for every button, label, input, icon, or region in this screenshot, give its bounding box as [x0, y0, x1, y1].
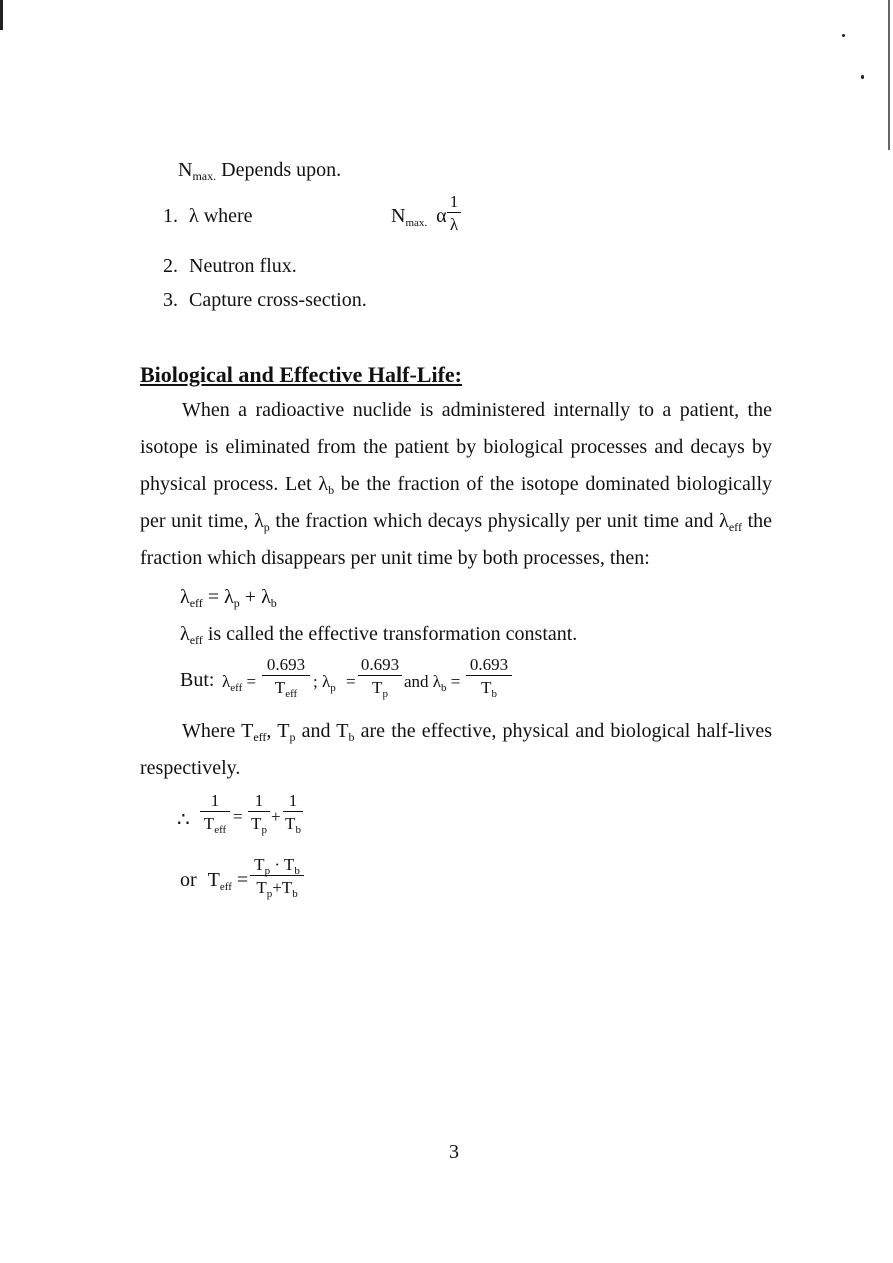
list-number: 3. [163, 289, 178, 311]
scan-dot [861, 75, 864, 79]
fraction-denominator [466, 678, 512, 700]
para-text: the fraction which disappears per unit time by both processes, then: [140, 510, 773, 569]
nmax-symbol: N [178, 159, 193, 181]
para-text: be the fraction of the isotope dominated biologically per unit time, [140, 473, 773, 532]
scan-dot [842, 34, 845, 37]
fraction-denominator [250, 878, 304, 900]
lambda-b-sub: b [328, 483, 335, 497]
equals: = [246, 672, 257, 691]
subscript: p [264, 865, 271, 877]
dot: · [270, 855, 284, 874]
paragraph-intro [140, 392, 772, 577]
fraction-numerator: 0.693 [360, 655, 400, 674]
t-symbol: T [254, 855, 265, 874]
subscript: b [441, 682, 447, 694]
subscript: eff [230, 682, 243, 694]
fraction-1-tp [248, 791, 270, 836]
fraction-numerator: 1 [288, 791, 298, 810]
t-symbol: T [207, 869, 220, 891]
subscript: b [295, 824, 301, 836]
fraction-teff-formula [250, 855, 304, 900]
list-text: Capture cross-section. [189, 289, 367, 311]
fraction-numerator: 0.693 [266, 655, 306, 674]
para-text: When a radioactive nuclide is administered internally to a patient, the isotope is eliminated from the patient by biological processes and decays by physical process. Let [140, 399, 772, 495]
lambda: λ [222, 672, 231, 691]
fraction-1-tb [283, 791, 303, 836]
t-symbol: T [277, 720, 290, 742]
lambda: λ [180, 586, 190, 608]
fraction-denominator [248, 814, 270, 836]
subscript: eff [189, 596, 203, 610]
lambda-eff-lhs [222, 672, 256, 692]
statement-text: is called the effective transformation constant. [202, 623, 578, 645]
fraction-bar [447, 212, 461, 213]
subscript: b [294, 865, 300, 877]
lambda-b-lhs [404, 672, 460, 692]
section-heading: Biological and Effective Half-Life: [140, 362, 462, 387]
but-label: But: [180, 669, 215, 691]
and-word: and [404, 672, 429, 691]
lambda: λ [321, 672, 331, 691]
fraction-bar [358, 675, 402, 676]
plus: + [272, 878, 282, 897]
fraction-0693-tp [358, 655, 402, 700]
t-symbol: T [336, 720, 349, 742]
equals: = [202, 586, 225, 608]
semicolon: ; [313, 672, 318, 691]
nmax-relation [391, 205, 447, 229]
fraction-numerator [250, 855, 304, 877]
subscript: p [261, 824, 267, 836]
fraction-denominator [200, 814, 230, 836]
scan-edge-mark-right [888, 0, 890, 150]
fraction-0693-tb [466, 655, 512, 700]
list-number: 2. [163, 255, 178, 277]
page-number: 3 [449, 1141, 459, 1163]
subscript: eff [189, 633, 203, 647]
subscript: b [292, 888, 298, 900]
fraction-numerator: 1 [210, 791, 220, 810]
lambda-b: λ [318, 473, 329, 495]
nmax-symbol: N [391, 205, 406, 227]
fraction-denominator: λ [449, 215, 459, 234]
nmax-sub: max. [192, 169, 217, 183]
or-equation-lhs [180, 869, 249, 893]
para-text: are the effective, physical and biological half-lives respectively. [140, 720, 773, 779]
plus: + [271, 807, 281, 826]
subscript: b [348, 730, 355, 744]
lambda-p: λ [254, 510, 264, 532]
lambda: λ [432, 672, 442, 691]
equals: = [345, 672, 356, 691]
t-symbol: T [285, 814, 296, 833]
para-text: and [295, 720, 337, 742]
therefore-symbol: ∴ [177, 809, 190, 831]
subscript: p [382, 688, 388, 700]
fraction-numerator: 1 [449, 192, 459, 211]
para-text: Where [182, 720, 242, 742]
fraction-numerator: 0.693 [469, 655, 509, 674]
list-number: 1. [163, 205, 178, 227]
nmax-intro-text: Depends upon. [221, 159, 342, 181]
t-symbol: T [256, 878, 267, 897]
t-symbol: T [481, 678, 492, 697]
subscript: eff [253, 730, 267, 744]
subscript: p [266, 888, 273, 900]
fraction-denominator [262, 678, 310, 700]
lambda: λ [180, 623, 190, 645]
lambda-eff: λ [719, 510, 729, 532]
t-symbol: T [372, 678, 383, 697]
subscript: b [270, 596, 277, 610]
fraction-bar [283, 811, 303, 812]
equals: = [450, 672, 461, 691]
fraction-numerator: 1 [254, 791, 264, 810]
equation-lambda-eff-sum [180, 586, 277, 610]
nmax-intro [178, 159, 342, 183]
t-symbol: T [283, 855, 295, 874]
plus: + [239, 586, 262, 608]
fraction-0693-teff [262, 655, 310, 700]
fraction-1-teff [200, 791, 230, 836]
lambda: λ [224, 586, 234, 608]
nmax-fraction [447, 193, 461, 233]
list-item [163, 206, 253, 226]
list-item [163, 290, 367, 310]
effective-constant-statement [180, 623, 578, 647]
nmax-sub: max. [405, 217, 428, 229]
para-text: the fraction which decays physically per unit time and [269, 510, 720, 532]
proportional-symbol: α [436, 205, 447, 227]
paragraph-where [140, 713, 772, 787]
scan-edge-mark-left [0, 0, 3, 30]
fraction-bar [248, 811, 270, 812]
t-symbol: T [241, 720, 254, 742]
lambda-p-sub: p [263, 520, 270, 534]
lambda-p-lhs [313, 672, 356, 692]
fraction-denominator [358, 678, 402, 700]
t-symbol: T [281, 878, 293, 897]
subscript: eff [219, 881, 232, 893]
or-word: or [180, 869, 197, 891]
subscript: p [289, 730, 296, 744]
t-symbol: T [203, 814, 215, 833]
subscript: p [330, 682, 336, 694]
subscript: b [491, 688, 497, 700]
fraction-denominator [283, 814, 303, 836]
fraction-bar [262, 675, 310, 676]
lambda-eff-sub: eff [728, 520, 742, 534]
subscript: p [233, 596, 240, 610]
t-symbol: T [274, 678, 286, 697]
subscript: eff [285, 688, 298, 700]
lambda: λ [261, 586, 271, 608]
equals: = [233, 807, 243, 826]
fraction-bar [200, 811, 230, 812]
para-text: , [266, 720, 278, 742]
list-text: Neutron flux. [189, 255, 297, 277]
list-text: λ where [189, 205, 253, 227]
list-item [163, 256, 297, 276]
subscript: eff [214, 824, 227, 836]
equals: = [236, 869, 249, 891]
t-symbol: T [251, 814, 262, 833]
fraction-bar [466, 675, 512, 676]
